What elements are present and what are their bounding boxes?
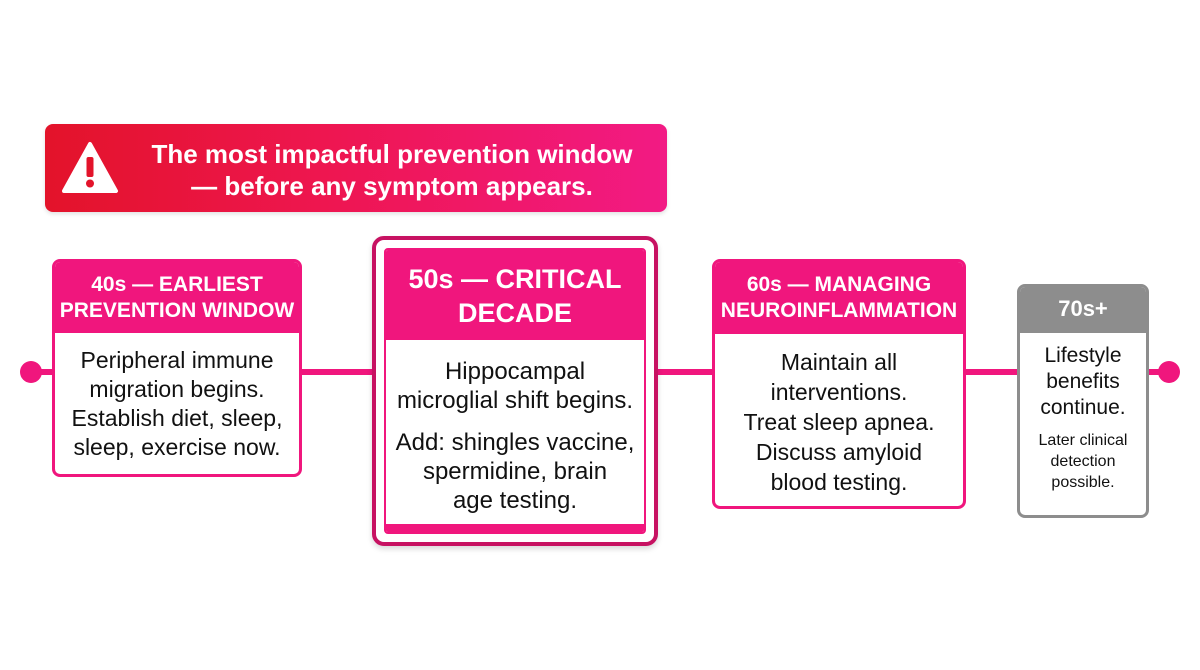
card-body bbox=[715, 334, 963, 497]
warning-triangle-icon bbox=[61, 141, 119, 195]
card-title-line: 40s — EARLIEST bbox=[91, 273, 263, 296]
card-title-line: 70s+ bbox=[1058, 296, 1108, 321]
card-bottom-bar bbox=[386, 524, 644, 532]
card-header bbox=[1020, 287, 1146, 333]
card-paragraph bbox=[386, 357, 644, 415]
card-text-line: Treat sleep apnea. bbox=[743, 409, 935, 435]
card-title-line: 60s — MANAGING bbox=[746, 273, 932, 296]
timeline-end-dot bbox=[1158, 361, 1180, 383]
card-text-line: interventions. bbox=[770, 379, 908, 405]
banner-line: — before any symptom appears. bbox=[191, 171, 593, 201]
card-text-line: Add: shingles vaccine, bbox=[395, 429, 635, 456]
card-note-line: detection bbox=[1050, 453, 1116, 470]
card-body bbox=[55, 333, 299, 462]
card-text-line: Peripheral immune bbox=[80, 347, 274, 373]
card-text-line: age testing. bbox=[452, 487, 578, 514]
card-text-line: Lifestyle bbox=[1044, 344, 1122, 367]
card-paragraph bbox=[386, 428, 644, 515]
card-50s bbox=[372, 236, 658, 546]
card-title-line: PREVENTION WINDOW bbox=[59, 299, 295, 322]
card-text-line: Hippocampal bbox=[444, 358, 586, 385]
card-note bbox=[1020, 430, 1146, 493]
card-text-line: spermidine, brain bbox=[422, 458, 608, 485]
card-text-line: migration begins. bbox=[89, 376, 265, 402]
card-60s bbox=[712, 259, 966, 509]
timeline-start-dot bbox=[20, 361, 42, 383]
card-header bbox=[386, 250, 644, 340]
card-text-line: blood testing. bbox=[770, 469, 908, 495]
card-text-line: Discuss amyloid bbox=[755, 439, 923, 465]
alert-banner bbox=[45, 124, 667, 212]
banner-text bbox=[127, 138, 657, 202]
card-text-line: continue. bbox=[1040, 396, 1126, 419]
card-text-line: benefits bbox=[1046, 370, 1120, 393]
card-inner-frame bbox=[384, 248, 646, 534]
banner-line: The most impactful prevention window bbox=[151, 139, 633, 169]
card-note-line: Later clinical bbox=[1038, 432, 1128, 449]
card-text-line: microglial shift begins. bbox=[396, 387, 634, 414]
card-text-line: sleep, exercise now. bbox=[73, 434, 281, 460]
card-40s bbox=[52, 259, 302, 477]
card-header bbox=[715, 262, 963, 334]
card-text-line: Maintain all bbox=[780, 349, 898, 375]
card-note-line: possible. bbox=[1051, 474, 1115, 491]
card-body bbox=[386, 340, 644, 515]
card-text-line: Establish diet, sleep, bbox=[71, 405, 283, 431]
card-header bbox=[55, 262, 299, 333]
card-body bbox=[1020, 333, 1146, 493]
card-70s-plus bbox=[1017, 284, 1149, 518]
card-title-line: 50s — CRITICAL bbox=[408, 264, 622, 294]
card-title-line: DECADE bbox=[457, 298, 572, 328]
card-title-line: NEUROINFLAMMATION bbox=[720, 299, 958, 322]
